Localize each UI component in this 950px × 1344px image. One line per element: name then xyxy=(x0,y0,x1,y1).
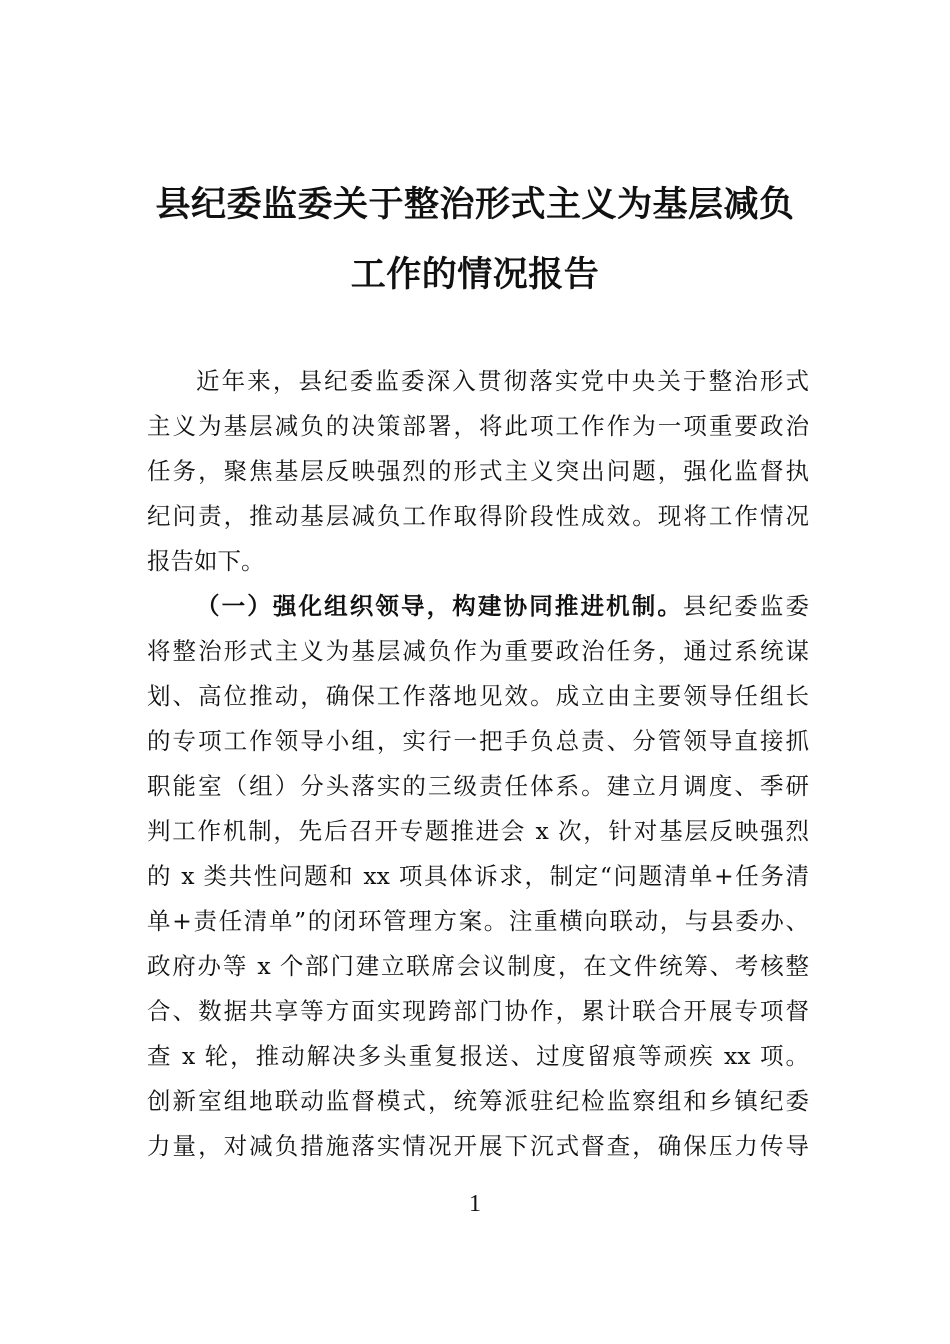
paragraph-1-line: 报告如下。 xyxy=(147,547,265,575)
document-title-line-2: 工作的情况报告 xyxy=(350,255,600,295)
section-1-heading: （一）强化组织领导，构建协同推进机制。 xyxy=(196,592,683,620)
section-1-first-line-rest: 县纪委监委 xyxy=(682,592,809,620)
section-1-line: 将整治形式主义为基层减负作为重要政治任务，通过系统谋 xyxy=(147,637,809,665)
paragraph-1-line: 近年来，县纪委监委深入贯彻落实党中央关于整治形式 xyxy=(196,367,809,395)
section-1-line: 查 x 轮，推动解决多头重复报送、过度留痕等顽疾 xx 项。 xyxy=(147,1042,809,1070)
section-1-line: 合、数据共享等方面实现跨部门协作，累计联合开展专项督 xyxy=(147,997,809,1025)
section-1-line: 政府办等 x 个部门建立联席会议制度，在文件统筹、考核整 xyxy=(147,952,809,980)
document-title-line-1: 县纪委监委关于整治形式主义为基层减负 xyxy=(155,185,795,225)
paragraph-1-line: 任务，聚焦基层反映强烈的形式主义突出问题，强化监督执 xyxy=(147,457,809,485)
section-1-line: 力量，对减负措施落实情况开展下沉式督查，确保压力传导 xyxy=(147,1132,809,1160)
page-number: 1 xyxy=(469,1191,481,1217)
section-1-line: 划、高位推动，确保工作落地见效。成立由主要领导任组长 xyxy=(147,682,809,710)
section-1-line: 职能室（组）分头落实的三级责任体系。建立月调度、季研 xyxy=(147,772,809,800)
paragraph-1-line: 纪问责，推动基层减负工作取得阶段性成效。现将工作情况 xyxy=(147,502,809,530)
paragraph-1-line: 主义为基层减负的决策部署，将此项工作作为一项重要政治 xyxy=(147,412,809,440)
section-1-line: 的专项工作领导小组，实行一把手负总责、分管领导直接抓 xyxy=(147,727,809,755)
section-1-line: 判工作机制，先后召开专题推进会 x 次，针对基层反映强烈 xyxy=(147,817,809,845)
section-1-first-line xyxy=(196,588,809,624)
section-1-line: 单+责任清单”的闭环管理方案。注重横向联动，与县委办、 xyxy=(147,907,809,935)
section-1-line: 创新室组地联动监督模式，统筹派驻纪检监察组和乡镇纪委 xyxy=(147,1087,809,1115)
section-1-line: 的 x 类共性问题和 xx 项具体诉求，制定“问题清单+任务清 xyxy=(147,862,809,890)
